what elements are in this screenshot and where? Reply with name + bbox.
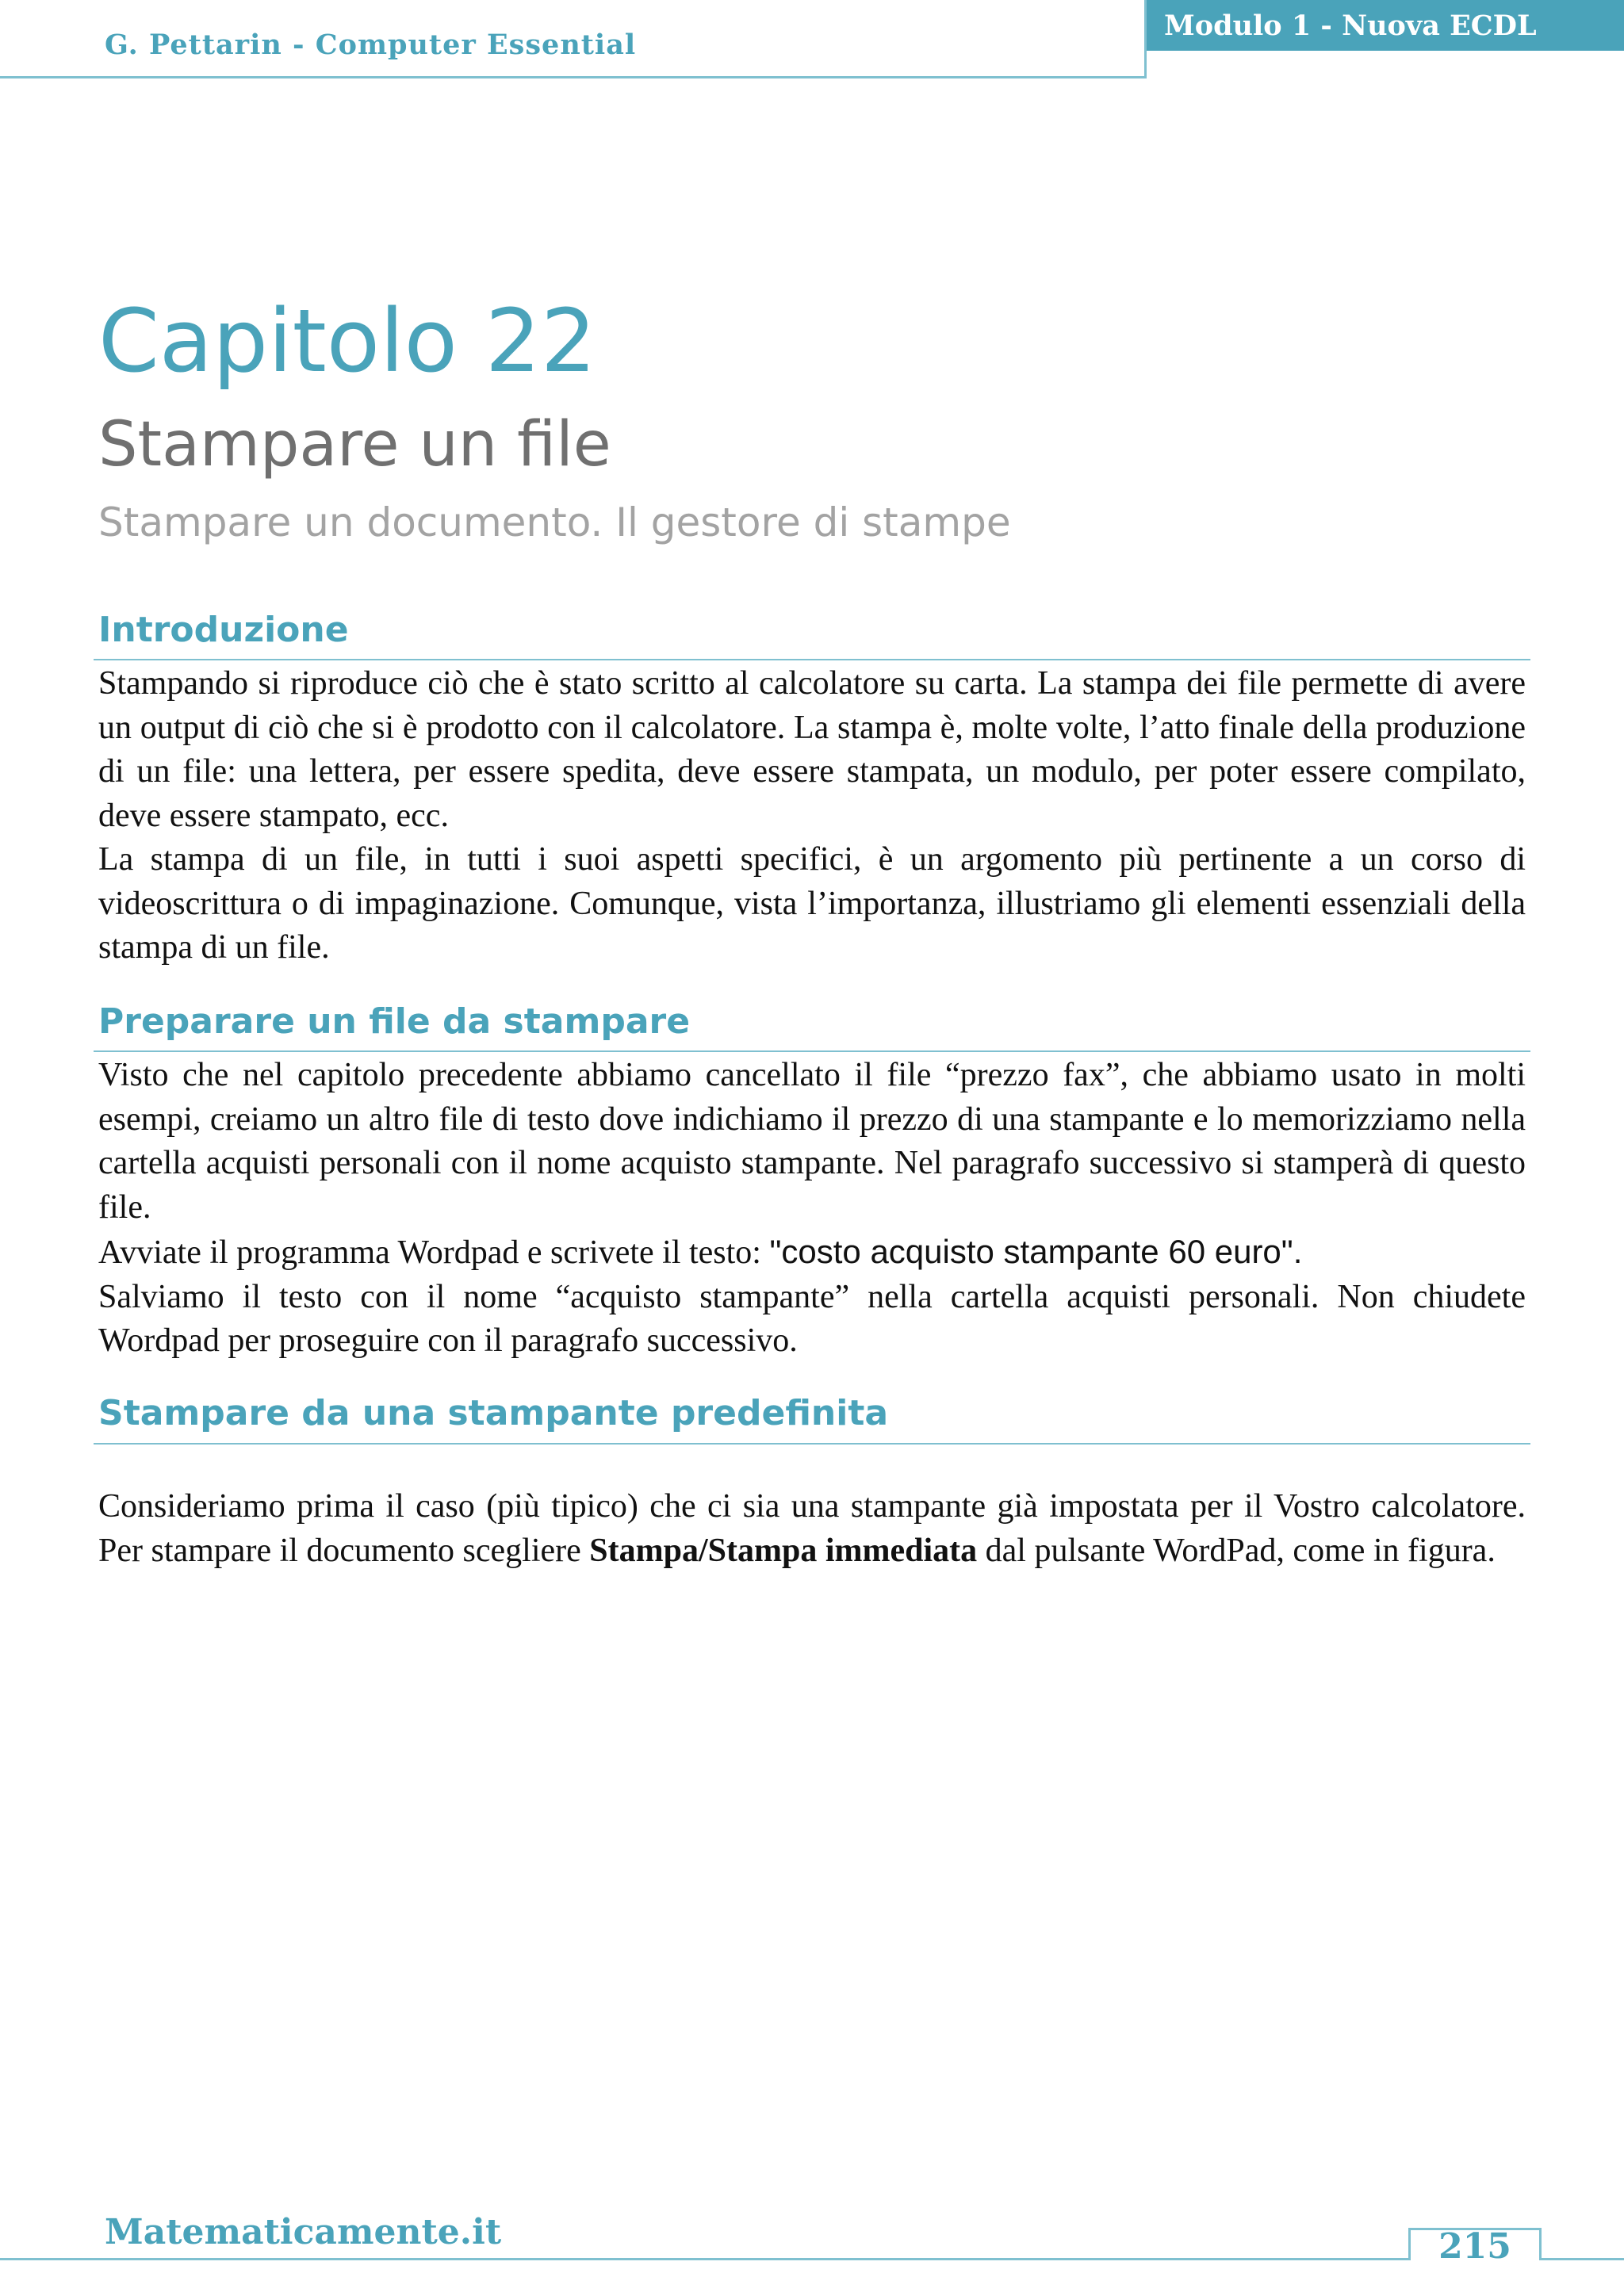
menu-command: Stampa/Stampa immediata <box>589 1532 978 1569</box>
paragraph: Salviamo il testo con il nome “acquisto stampante” nella cartella acquisti personali. Non chiudete Wordpad per proseguire con il paragrafo successivo. <box>98 1278 1526 1359</box>
running-header-author: G. Pettarin - Computer Essential <box>105 29 637 61</box>
module-label: Modulo 1 - Nuova ECDL <box>1164 9 1537 42</box>
section-rule <box>94 1050 1530 1052</box>
section-body-introduzione <box>98 662 1526 970</box>
paragraph <box>98 1485 1526 1573</box>
paragraph-text: dal pulsante WordPad, come in figura. <box>977 1532 1496 1569</box>
section-rule <box>94 659 1530 660</box>
paragraph <box>98 1230 1526 1276</box>
paragraph: Stampando si riproduce ciò che è stato scritto al calcolatore su carta. La stampa dei file permette di avere un output di ciò che si è prodotto con il calcolatore. La stampa è, molte volte, l’atto finale della produzione di un file: una lettera, per essere spedita, deve essere stampata, un modulo, per poter essere compilato, deve essere stampato, ecc. <box>98 665 1526 834</box>
chapter-title: Stampare un file <box>98 409 611 480</box>
section-body-stampare <box>98 1485 1526 1573</box>
paragraph-text: Avviate il programma Wordpad e scrivete il testo: <box>98 1234 770 1271</box>
section-heading-introduzione: Introduzione <box>98 610 349 650</box>
sample-text: "costo acquisto stampante 60 euro". <box>769 1233 1303 1270</box>
running-header-module <box>1147 0 1624 51</box>
section-heading-stampare: Stampare da una stampante predefinita <box>98 1393 889 1433</box>
footer-site: Matematicamente.it <box>105 2212 502 2252</box>
header-rule <box>0 76 1147 78</box>
section-heading-preparare: Preparare un file da stampare <box>98 1001 691 1042</box>
section-rule <box>94 1443 1530 1445</box>
paragraph-text: Consideriamo prima il caso (più tipico) che ci sia una stampante già impostata per il Vostro calcolatore. Per stampare il documento scegliere <box>98 1488 1526 1569</box>
paragraph: Visto che nel capitolo precedente abbiamo cancellato il file “prezzo fax”, che abbiamo usato in molti esempi, creiamo un altro file di testo dove indichiamo il prezzo di una stampante e lo memorizziamo nella cartella acquisti personali con il nome acquisto stampante. Nel paragrafo successivo si stamperà di questo file. <box>98 1057 1526 1226</box>
chapter-subtitle: Stampare un documento. Il gestore di stampe <box>98 499 1011 545</box>
footer-rule <box>0 2258 1624 2260</box>
chapter-number: Capitolo 22 <box>98 290 596 392</box>
section-body-preparare <box>98 1054 1526 1364</box>
paragraph: La stampa di un file, in tutti i suoi aspetti specifici, è un argomento più pertinente a un corso di videoscrittura o di impaginazione. Comunque, vista l’importanza, illustriamo gli elementi essenziali della stampa di un file. <box>98 841 1526 966</box>
page-number: 215 <box>1438 2226 1511 2267</box>
